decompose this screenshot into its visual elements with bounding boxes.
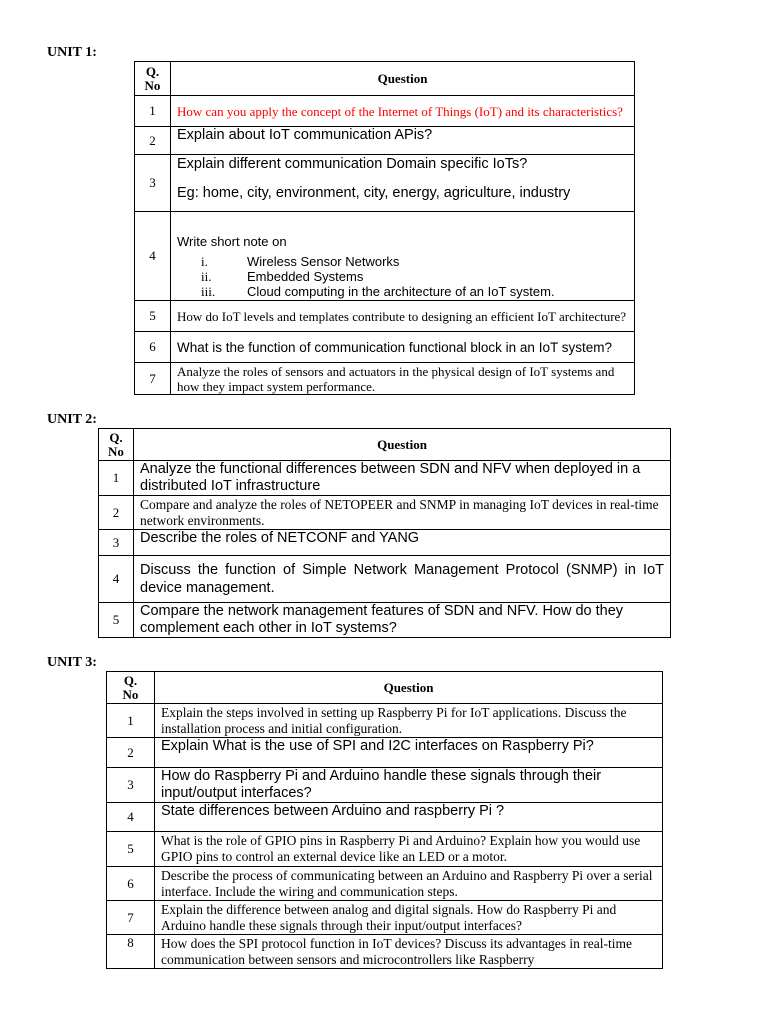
short-note-list [177, 254, 628, 299]
table-row [107, 768, 663, 803]
question-text: Explain What is the use of SPI and I2C interfaces on Raspberry Pi? [155, 738, 663, 768]
question-number: 5 [107, 832, 155, 867]
col-header-question: Question [155, 672, 663, 704]
question-number: 5 [99, 603, 134, 638]
table-row [107, 704, 663, 738]
question-number: 4 [107, 803, 155, 832]
table-header-row [135, 62, 635, 96]
list-item-text: Embedded Systems [247, 269, 364, 284]
table-row [107, 935, 663, 969]
table-row [107, 738, 663, 768]
unit1-table [134, 61, 635, 395]
table-row [99, 603, 671, 638]
table-header-row [99, 429, 671, 461]
question-text [171, 212, 635, 301]
question-number: 3 [99, 530, 134, 556]
table-row [99, 461, 671, 496]
unit2-table [98, 428, 671, 638]
question-number: 2 [107, 738, 155, 768]
question-line-2: Eg: home, city, environment, city, energy, agriculture, industry [177, 185, 571, 201]
question-text: What is the role of GPIO pins in Raspberry Pi and Arduino? Explain how you would use GPIO pins to control an external device like an LED or a motor. [155, 832, 663, 867]
list-item [201, 254, 628, 269]
question-number: 6 [135, 332, 171, 363]
question-number: 4 [135, 212, 171, 301]
table-row [107, 901, 663, 935]
question-number: 7 [135, 363, 171, 395]
question-number: 3 [135, 155, 171, 212]
question-text [171, 155, 635, 212]
question-text: How does the SPI protocol function in IoT devices? Discuss its advantages in real-time communication between sensors and microcontrollers like Raspberry [155, 935, 663, 969]
question-number: 1 [99, 461, 134, 496]
question-text: How do Raspberry Pi and Arduino handle these signals through their input/output interfaces? [155, 768, 663, 803]
question-text: Compare the network management features of SDN and NFV. How do they complement each other in IoT systems? [134, 603, 671, 638]
col-header-question: Question [134, 429, 671, 461]
question-number: 1 [135, 96, 171, 127]
question-text: What is the function of communication functional block in an IoT system? [171, 332, 635, 363]
table-row [107, 867, 663, 901]
short-note-intro: Write short note on [177, 234, 287, 249]
list-item-text: Wireless Sensor Networks [247, 254, 400, 269]
question-text: Explain the difference between analog and digital signals. How do Raspberry Pi and Arduino handle these signals through their input/output interfaces? [155, 901, 663, 935]
list-item [201, 269, 628, 284]
table-row [135, 127, 635, 155]
question-text: How do IoT levels and templates contribute to designing an efficient IoT architecture? [171, 301, 635, 332]
question-text: Compare and analyze the roles of NETOPEER and SNMP in managing IoT devices in real-time network environments. [134, 496, 671, 530]
table-row [107, 803, 663, 832]
col-header-no: Q. No [107, 672, 155, 704]
question-number: 2 [135, 127, 171, 155]
question-text: Explain the steps involved in setting up Raspberry Pi for IoT applications. Discuss the installation process and initial configuration. [155, 704, 663, 738]
table-row [135, 212, 635, 301]
unit1-heading: UNIT 1: [47, 45, 97, 60]
question-number: 5 [135, 301, 171, 332]
question-text: Analyze the roles of sensors and actuators in the physical design of IoT systems and how they impact system performance. [171, 363, 635, 395]
question-number: 4 [99, 556, 134, 603]
unit2-heading: UNIT 2: [47, 412, 97, 427]
question-number: 8 [107, 935, 155, 969]
question-text: State differences between Arduino and raspberry Pi ? [155, 803, 663, 832]
col-header-question: Question [171, 62, 635, 96]
question-text: How can you apply the concept of the Internet of Things (IoT) and its characteristics? [171, 96, 635, 127]
table-row [107, 832, 663, 867]
table-row [135, 363, 635, 395]
question-text: Describe the process of communicating between an Arduino and Raspberry Pi over a serial interface. Include the wiring and communication steps. [155, 867, 663, 901]
table-row [135, 301, 635, 332]
question-line-1: Explain different communication Domain specific IoTs? [177, 156, 528, 172]
table-header-row [107, 672, 663, 704]
list-item [201, 284, 628, 299]
question-number: 6 [107, 867, 155, 901]
table-row [135, 332, 635, 363]
list-item-text: Cloud computing in the architecture of an IoT system. [247, 284, 555, 299]
question-number: 7 [107, 901, 155, 935]
table-row [99, 556, 671, 603]
question-number: 3 [107, 768, 155, 803]
question-text: Describe the roles of NETCONF and YANG [134, 530, 671, 556]
question-text: Explain about IoT communication APis? [171, 127, 635, 155]
col-header-no: Q. No [135, 62, 171, 96]
question-number: 1 [107, 704, 155, 738]
question-text: Analyze the functional differences between SDN and NFV when deployed in a distributed IoT infrastructure [134, 461, 671, 496]
table-row [135, 155, 635, 212]
table-row [99, 530, 671, 556]
table-row [135, 96, 635, 127]
list-numeral: i. [201, 254, 208, 269]
list-numeral: ii. [201, 269, 212, 284]
question-number: 2 [99, 496, 134, 530]
unit3-table [106, 671, 663, 969]
unit3-heading: UNIT 3: [47, 655, 97, 670]
question-text: Discuss the function of Simple Network Management Protocol (SNMP) in IoT device management. [134, 556, 671, 603]
list-numeral: iii. [201, 284, 216, 299]
col-header-no: Q. No [99, 429, 134, 461]
table-row [99, 496, 671, 530]
